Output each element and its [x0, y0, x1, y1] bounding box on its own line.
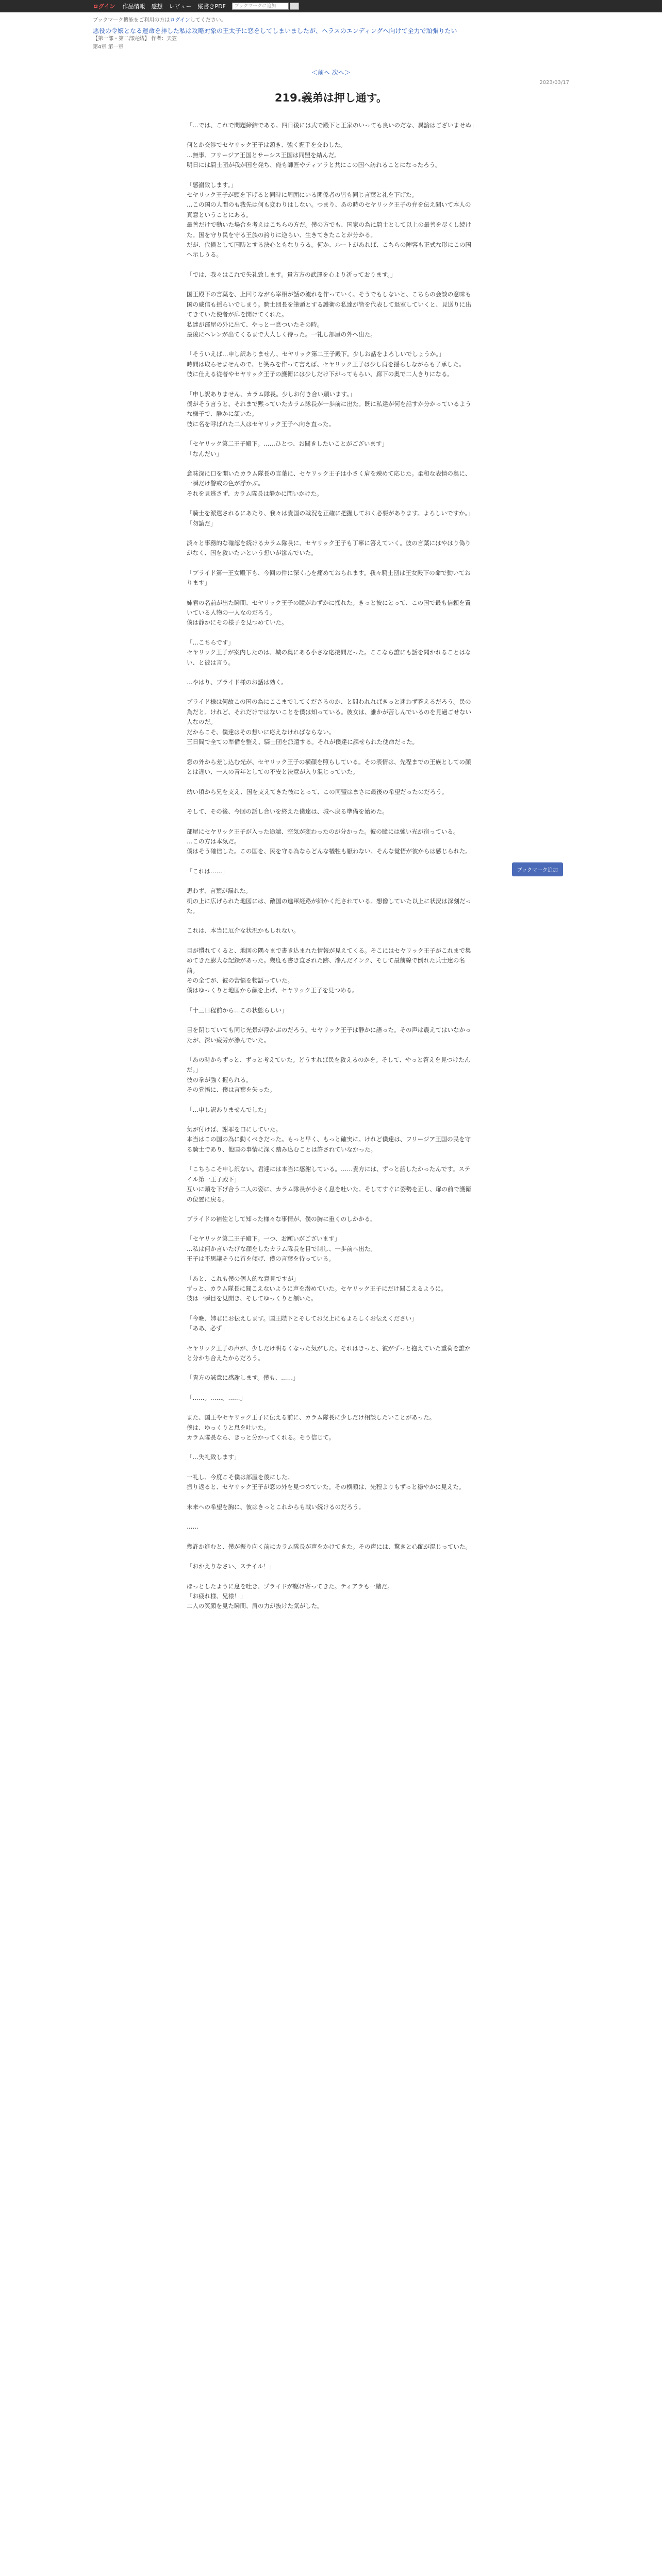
publish-date: 2023/03/17 — [539, 80, 569, 86]
series-title-link[interactable]: 悪役の令嬢となる運命を拝した私は攻略対象の王太子に恋をしてしまいましたが、ヘラスのエンディングへ向けて全力で頑張りたい — [93, 27, 457, 35]
paragraph: 窓の外から差し込む光が、セヤリック王子の横顔を照らしている。その表情は、先程までの王族としての顔とは違い、一人の青年としての不安と決意が入り混じっていた。 幼い頃から兄を支え、国を支えてきた彼にとって、この同盟はまさに最後の希望だったのだろう。 — [187, 758, 471, 795]
paragraph: 「…では、これで問題締結である。四日後には式で殿下と王家のいっても良いのだな、異論はございませぬ」 — [187, 122, 477, 129]
notice-suffix: してください。 — [190, 18, 226, 23]
paragraph: 「セヤリック第二王子殿下。一つ、お願いがございます」 …私は何か言いたげな顔をしたカラム隊長を目で制し、一歩前へ出た。 王子は不思議そうに首を傾げ、僕の言葉を待っている。 — [187, 1235, 376, 1263]
paragraph: 「そういえば…申し訳ありません、セヤリック第二王子殿下。少しお話をよろしいでしょうか。」 時間は取らせませんので、と笑みを作って言えば、セヤリック王子は少し肩を揺らしながらも了承した。 彼に仕える従者やセヤリック王子の護衛には少しだけ下がってもらい、廊下の奥で二人きりになる。 — [187, 350, 465, 378]
paragraph: 「あと、これも僕の個人的な意見ですが」 ずっと、カラム隊長に聞こえないように声を潜めていた。セヤリック王子にだけ聞こえるように。 彼は一瞬目を見開き、そしてゆっくりと頷いた。 — [187, 1275, 447, 1302]
paragraph: 「セヤリック第二王子殿下。……ひとつ、お聞きしたいことがございます」 「なんだい」 — [187, 440, 388, 457]
paragraph: 「感謝致します。」 セヤリック王子が頭を下げると同時に周囲にいる関係者の皆も同じ言葉と礼を下げた。 …この国の人間のも我先は何も変わりはしない。つまり、あの時のセヤリック王子の弁を伝え聞いて本人の真意ということにある。 最善だけで動いた場合を考えはこちらの方だ。僕の方でも、国家の為に騎士として以上の最善を尽くし続けた。国を守り民を守る王族の誇りに逆らい、生きてきたことが分かる。 だが、代償として国防とする決心ともなりうる。何か、ルートがあれば、こちらの陣容も正式な形にこの国へ示しうる。 — [187, 181, 471, 259]
bookmark-add-button[interactable]: ブックマーク追加 — [512, 862, 563, 876]
paragraph: 「…こちらです」 セヤリック王子が案内したのは、城の奥にある小さな応接間だった。ここなら誰にも話を聞かれることはない、と彼は言う。 — [187, 638, 471, 666]
login-notice — [93, 16, 569, 25]
paragraph: …… — [187, 1523, 198, 1531]
paragraph: そして、その後、今回の話し合いを終えた僕達は、城へ戻る準備を始めた。 — [187, 808, 388, 816]
paragraph: 「では、我々はこれで失礼致します。貴方方の武運を心より祈っております。」 — [187, 270, 396, 278]
paragraph: これは、本当に厄介な状況かもしれない。 — [187, 927, 300, 935]
paragraph: 「…失礼致します」 — [187, 1453, 240, 1461]
paragraph: 目が慣れてくると、地図の隅々まで書き込まれた情報が見えてくる。そこにはセヤリック王子がこれまで集めてきた膨大な記録があった。幾度も書き直された跡、滲んだインク、そして最前線で倒れた兵士達の名前。 その全てが、彼の苦悩を物語っていた。 僕はゆっくりと地図から顔を上げ、セヤリック王子を見つめる。 — [187, 946, 471, 994]
nav-item-pdf[interactable]: 縦書きPDF — [197, 3, 226, 10]
paragraph: 「……。……。……」 — [187, 1394, 246, 1401]
paragraph: 「こちらこそ申し訳ない。君達には本当に感謝している。……貴方には、ずっと話したかったんです。ステイル第一王子殿下」 互いに頭を下げ合う二人の姿に、カラム隊長が小さく息を吐いた。そしてすぐに姿勢を正し、扉の前で護衛の位置に戻る。 — [187, 1165, 471, 1203]
chapter-title: 219.義弟は押し通す。 — [274, 92, 388, 104]
paragraph: …やはり、プライド様のお話は効く。 — [187, 679, 287, 686]
novel-body — [187, 121, 475, 1612]
paragraph: また、国王やセヤリック王子に伝える前に、カラム隊長に少しだけ相談したいことがあった。 僕は、ゆっくりと息を吐いた。 カラム隊長なら、きっと分かってくれる。そう信じて。 — [187, 1414, 436, 1441]
series-author: 【第一部・第二部完結】 作者：天笠 — [93, 36, 177, 42]
paragraph: 「十三日程前から…この状態らしい」 — [187, 1006, 288, 1014]
paragraph: 「騎士を派遣されるにあたり、我々は貴国の戦況を正確に把握しておく必要があります。よろしいですか。」 「勿論だ」 — [187, 510, 474, 527]
paragraph: 一礼し、今度こそ僕は部屋を後にした。 振り返ると、セヤリック王子が窓の外を見つめていた。その横顔は、先程よりもずっと穏やかに見えた。 未来への希望を胸に、彼はきっとこれからも戦い続けるのだろう。 — [187, 1473, 465, 1511]
paragraph: 部屋にセヤリック王子が入った途端、空気が変わったのが分かった。彼の瞳には強い光が宿っている。 …この方は本気だ。 僕はそう確信した。この国を、民を守る為ならどんな犠牲も厭わない。そんな覚悟が彼からは感じられた。 — [187, 827, 471, 855]
paragraph: 「貴方の誠意に感謝します。僕も、……」 — [187, 1374, 299, 1382]
paragraph: 姉君の名前が出た瞬間、セヤリック王子の瞳がわずかに揺れた。きっと彼にとって、この国で最も信頼を置いている人物の一人なのだろう。 僕は静かにその様子を見つめていた。 — [187, 599, 471, 626]
paragraph: セヤリック王子の声が、少しだけ明るくなった気がした。それはきっと、彼がずっと抱えていた重荷を誰かと分かち合えたからだろう。 — [187, 1344, 471, 1362]
bookmark-input[interactable]: ブックマークに追加 — [232, 3, 289, 10]
paragraph: 思わず、言葉が漏れた。 机の上に広げられた地図には、敵国の進軍経路が細かく記されている。想像していた以上に状況は深刻だった。 — [187, 887, 471, 914]
nav-item-info[interactable]: 作品情報 — [122, 3, 145, 10]
paragraph: 「…申し訳ありませんでした」 — [187, 1106, 270, 1113]
bookmark-button[interactable] — [290, 3, 299, 10]
paragraph: 「申し訳ありません、カラム隊長。少しお付き合い願います。」 僕がそう言うと、それまで黙っていたカラム隊長が一歩前に出た。既に私達が何を話すか分かっているような様子で、静かに頷いた。 彼に名を呼ばれた二人はセヤリック王子へ向き直った。 — [187, 390, 471, 428]
content-wrapper — [93, 12, 569, 1612]
pager-nav[interactable]: ＜前へ 次へ＞ — [311, 69, 351, 76]
paragraph: 「あの時からずっと、ずっと考えていた。どうすれば民を救えるのかを。そして、やっと答えを見つけたんだ。」 彼の拳が強く握られる。 その覚悟に、僕は言葉を失った。 — [187, 1056, 471, 1094]
paragraph: 「これは……」 — [187, 867, 228, 875]
paragraph: 「おかえりなさい、ステイル！」 — [187, 1563, 275, 1570]
chapter-label: 第4章 第一章 — [93, 44, 124, 50]
notice-login-link[interactable]: ログイン — [170, 18, 190, 23]
nav-item-impressions[interactable]: 感想 — [151, 3, 163, 10]
paragraph: 気が付けば、謝罪を口にしていた。 本当はこの国の為に動くべきだった。もっと早く、もっと確実に。けれど僕達は、フリージア王国の民を守る騎士であり、他国の事情に深く踏み込むことは許されていなかった。 — [187, 1126, 471, 1153]
paragraph: 「今晩、姉君にお伝えします。国王陛下とそしてお父上にもよろしくお伝えください」 「ああ、必ず」 — [187, 1314, 418, 1332]
paragraph: 何とか交渉でセヤリック王子は頷き、強く握手を交わした。 …無事、フリージア王国とサーシス王国は同盟を結んだ。 明日には騎士団が我が国を発ち、俺も師匠やティアラと共にこの国へ訪れることになったろう。 — [187, 141, 441, 169]
paragraph: プライド様は何故この国の為にここまでしてくださるのか、と問われればきっと迷わず答えるだろう。民の為だと。けれど、それだけではないことを僕は知っている。彼女は、誰かが苦しんでいるのを見過ごせない人なのだ。 だからこそ、僕達はその想いに応えなければならない。 三日間で全ての準備を整え、騎士団を派遣する。それが僕達に課せられた使命だった。 — [187, 698, 471, 746]
paragraph: 国王殿下の言葉を、上回りながら宰相が話の流れを作っていく。そうでもしないと、こちらの会談の意味も国の威信も揺らいでしまう。騎士団長を筆頭とする護衛の私達が皆を代表して退室していくと、見送りに出てきていた使者が扉を開けてくれた。 私達が部屋の外に出て、やっと一息ついたその時。 最後にヘレンが出てくるまで大人しく待った。一礼し部屋の外へ出た。 — [187, 291, 471, 338]
nav-item-review[interactable]: レビュー — [169, 3, 192, 10]
paragraph: 目を閉じていても同じ光景が浮かぶのだろう。セヤリック王子は静かに語った。その声は震えてはいなかったが、深い疲労が滲んでいた。 — [187, 1026, 471, 1044]
paragraph: 淡々と事務的な確認を続けるカラム隊長に、セヤリック王子も丁寧に答えていく。彼の言葉にはやはり偽りがなく、国を救いたいという想いが滲んでいた。 — [187, 539, 471, 557]
novel-meta — [93, 12, 569, 52]
paragraph: ほっとしたように息を吐き、プライドが駆け寄ってきた。ティアラも一緒だ。 「お疲れ様、兄様！」 二人の笑顔を見た瞬間、肩の力が抜けた気がした。 — [187, 1582, 393, 1610]
top-navigation-bar — [0, 0, 662, 12]
paragraph: 意味深に口を開いたカラム隊長の言葉に、セヤリック王子は小さく肩を竦めて応じた。柔和な表情の奥に、一瞬だけ警戒の色が浮かぶ。 それを見逃さず、カラム隊長は静かに問いかけた。 — [187, 469, 471, 497]
paragraph: 幾許か進むと、僕が振り向く前にカラム隊長が声をかけてきた。その声には、驚きと心配が混じっていた。 — [187, 1543, 471, 1550]
paragraph: プライドの補佐として知った様々な事情が、僕の胸に重くのしかかる。 — [187, 1215, 376, 1223]
login-link[interactable]: ログイン — [93, 3, 115, 10]
notice-prefix: ブックマーク機能をご利用の方は — [93, 18, 170, 23]
paragraph: 「プライド第一王女殿下も、今回の件に深く心を痛めておられます。我々騎士団は王女殿下の命で動いております」 — [187, 569, 471, 587]
